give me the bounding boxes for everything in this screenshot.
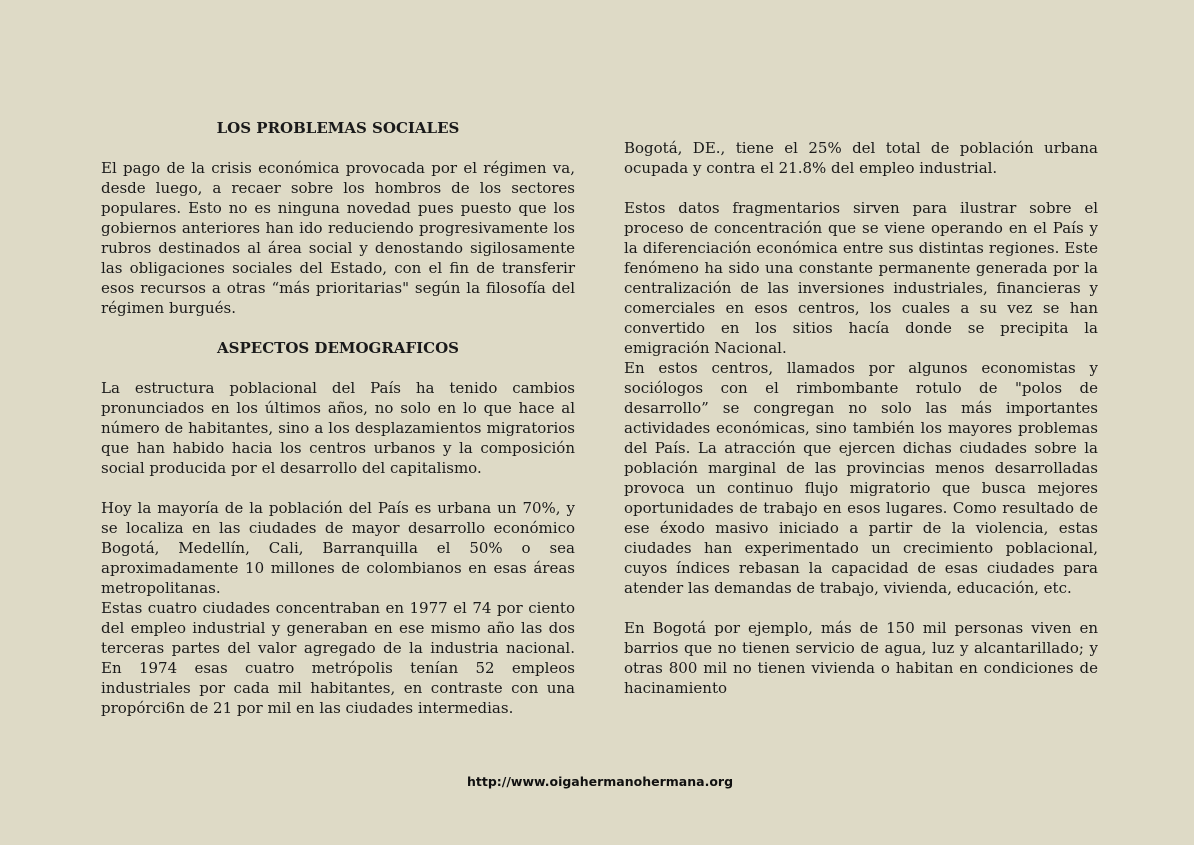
paragraph-bogota-employment: Bogotá, DE., tiene el 25% del total de población urbana ocupada y contra el 21.8% del empleo industrial. bbox=[624, 139, 1098, 177]
heading-demographic-aspects: ASPECTOS DEMOGRAFICOS bbox=[217, 339, 459, 357]
paragraph-concentration-process: Estos datos fragmentarios sirven para ilustrar sobre el proceso de concentración que se viene operando en el País y la diferenciación económica entre sus distintas regiones. Este fenómeno ha sido una constante permanente generada por la centralización de las inversiones industriales, financieras y comerciales en esos centros, los cuales a su vez se han convertido en los sitios hacía donde se precipita la emigración Nacional. bbox=[624, 199, 1098, 357]
paragraph-urban-population: Hoy la mayoría de la población del País es urbana un 70%, y se localiza en las ciudades de mayor desarrollo económico Bogotá, Medellín, Cali, Barranquilla el 50% o sea aproximadamente 10 millones de colombianos en esas áreas metropolitanas. bbox=[101, 499, 575, 597]
footer-url: http://www.oigahermanohermana.org bbox=[466, 774, 734, 789]
paragraph-industrial-employment: Estas cuatro ciudades concentraban en 1977 el 74 por ciento del empleo industrial y generaban en ese mismo año las dos terceras partes del valor agregado de la industria nacional. En 1974 esas cuatro metrópolis tenían 52 empleos industriales por cada mil habitantes, en contraste con una propórci6n de 21 por mil en las ciudades intermedias. bbox=[101, 599, 575, 717]
paragraph-bogota-housing: En Bogotá por ejemplo, más de 150 mil personas viven en barrios que no tienen servicio de agua, luz y alcantarillado; y otras 800 mil no tienen vivienda o habitan en condiciones de hacinamiento bbox=[624, 619, 1098, 697]
paragraph-development-poles: En estos centros, llamados por algunos economistas y sociólogos con el rimbombante rotulo de "polos de desarrollo” se congregan no solo las más importantes actividades económicas, sino también los mayores problemas del País. La atracción que ejercen dichas ciudades sobre la población marginal de las provincias menos desarrolladas provoca un continuo flujo migratorio que busca mejores oportunidades de trabajo en esos lugares. Como resultado de ese éxodo masivo iniciado a partir de la violencia, estas ciudades han experimentado un crecimiento poblacional, cuyos índices rebasan la capacidad de esas ciudades para atender las demandas de trabajo, vivienda, educación, etc. bbox=[624, 359, 1098, 597]
page-edge bbox=[1194, 0, 1200, 845]
paragraph-social-crisis: El pago de la crisis económica provocada por el régimen va, desde luego, a recaer sobre los hombros de los sectores populares. Esto no es ninguna novedad pues puesto que los gobiernos anteriores han ido reduciendo progresivamente los rubros destinados al área social y denostando sigilosamente las obligaciones sociales del Estado, con el fin de transferir esos recursos a otras “más prioritarias" según la filosofía del régimen burgués. bbox=[101, 159, 575, 317]
paragraph-population-structure: La estructura poblacional del País ha tenido cambios pronunciados en los últimos años, no solo en lo que hace al número de habitantes, sino a los desplazamientos migratorios que han habido hacia los centros urbanos y la composición social producida por el desarrollo del capitalismo. bbox=[101, 379, 575, 477]
heading-social-problems: LOS PROBLEMAS SOCIALES bbox=[216, 119, 460, 137]
